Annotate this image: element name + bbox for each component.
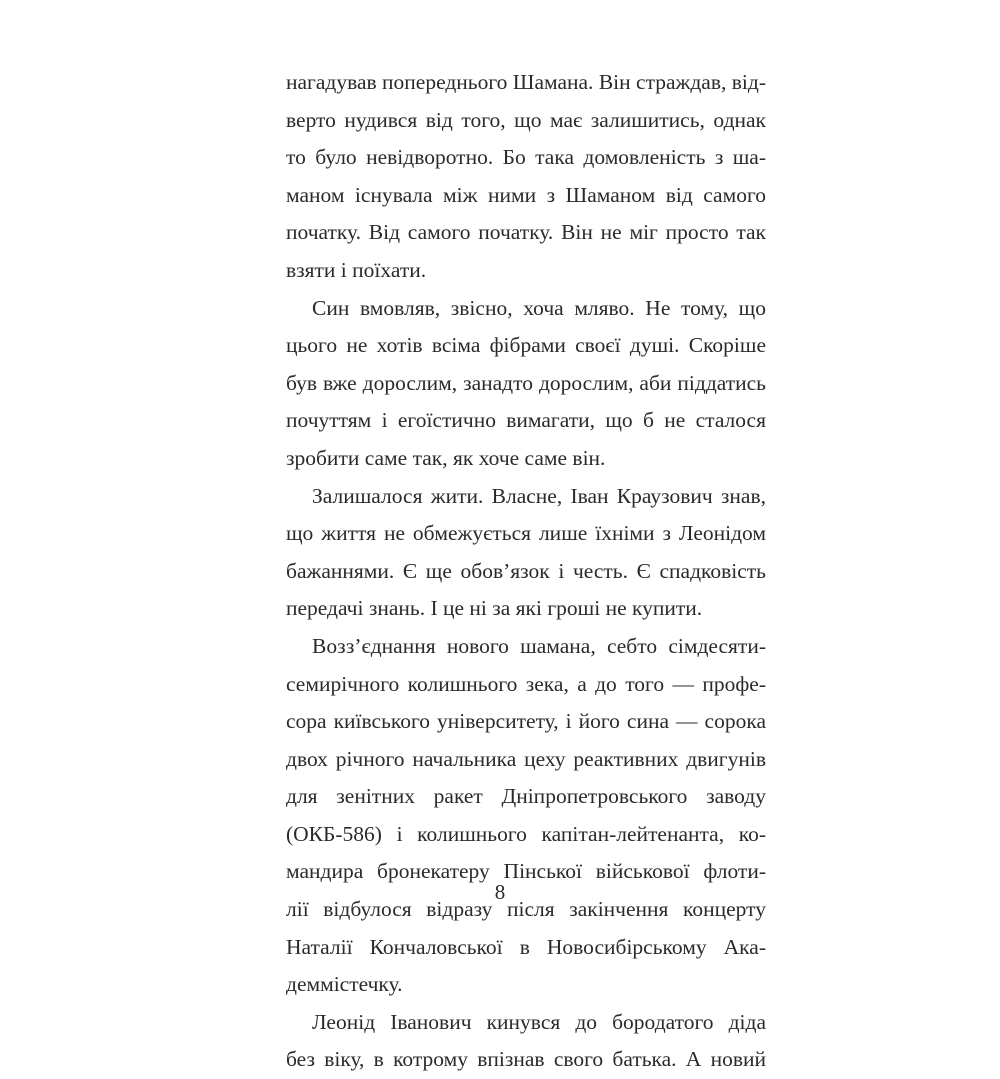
text-line: деммістечку. — [286, 972, 403, 997]
text-line: семирічного колишнього зека, а до того — профе- — [286, 671, 766, 696]
text-line: бажаннями. Є ще обов’язок і честь. Є спадковість — [286, 558, 766, 583]
text-line: зробити саме так, як хоче саме він. — [286, 445, 606, 470]
text-line: сора київського університету, і його сина — сорока — [286, 709, 766, 734]
text-line: початку. Від самого початку. Він не міг просто так — [286, 220, 766, 245]
body-text — [286, 64, 766, 1079]
text-line: що життя не обмежується лише їхніми з Леонідом — [286, 521, 766, 546]
text-line: Залишалося жити. Власне, Іван Краузович знав, — [312, 483, 766, 508]
text-line: Леонід Іванович кинувся до бородатого діда — [312, 1009, 766, 1034]
text-line: Син вмовляв, звісно, хоча мляво. Не тому, що — [312, 295, 766, 320]
text-line: двох річного начальника цеху реактивних двигунів — [286, 746, 766, 771]
text-line: верто нудився від того, що має залишитись, однак — [286, 107, 766, 132]
text-line: лії відбулося відразу після закінчення концерту — [286, 897, 766, 922]
text-line: то було невідворотно. Бо така домовленість з ша- — [286, 145, 766, 170]
text-line: мандира бронекатеру Пінської військової флоти- — [286, 859, 766, 884]
text-line: почуттям і егоїстично вимагати, що б не сталося — [286, 408, 766, 433]
text-line: був вже дорослим, занадто дорослим, аби піддатись — [286, 370, 766, 395]
page-number: 8 — [494, 880, 506, 904]
text-line: (ОКБ-586) і колишнього капітан-лейтенанта, ко- — [286, 821, 766, 846]
text-line: Возз’єднання нового шамана, себто сімдесяти- — [312, 633, 766, 658]
text-line: для зенітних ракет Дніпропетровського заводу — [286, 784, 766, 809]
text-line: без віку, в котрому впізнав свого батька. А новий — [286, 1047, 766, 1072]
text-line: цього не хотів всіма фібрами своєї душі. Скоріше — [286, 333, 766, 358]
text-line: взяти і поїхати. — [286, 257, 427, 282]
text-line: маном існувала між ними з Шаманом від самого — [286, 182, 766, 207]
text-line: Наталії Кончаловської в Новосибірському Ака- — [286, 934, 766, 959]
text-line: передачі знань. І це ні за які гроші не купити. — [286, 596, 703, 621]
text-line: нагадував попереднього Шамана. Він страждав, від- — [286, 70, 766, 94]
